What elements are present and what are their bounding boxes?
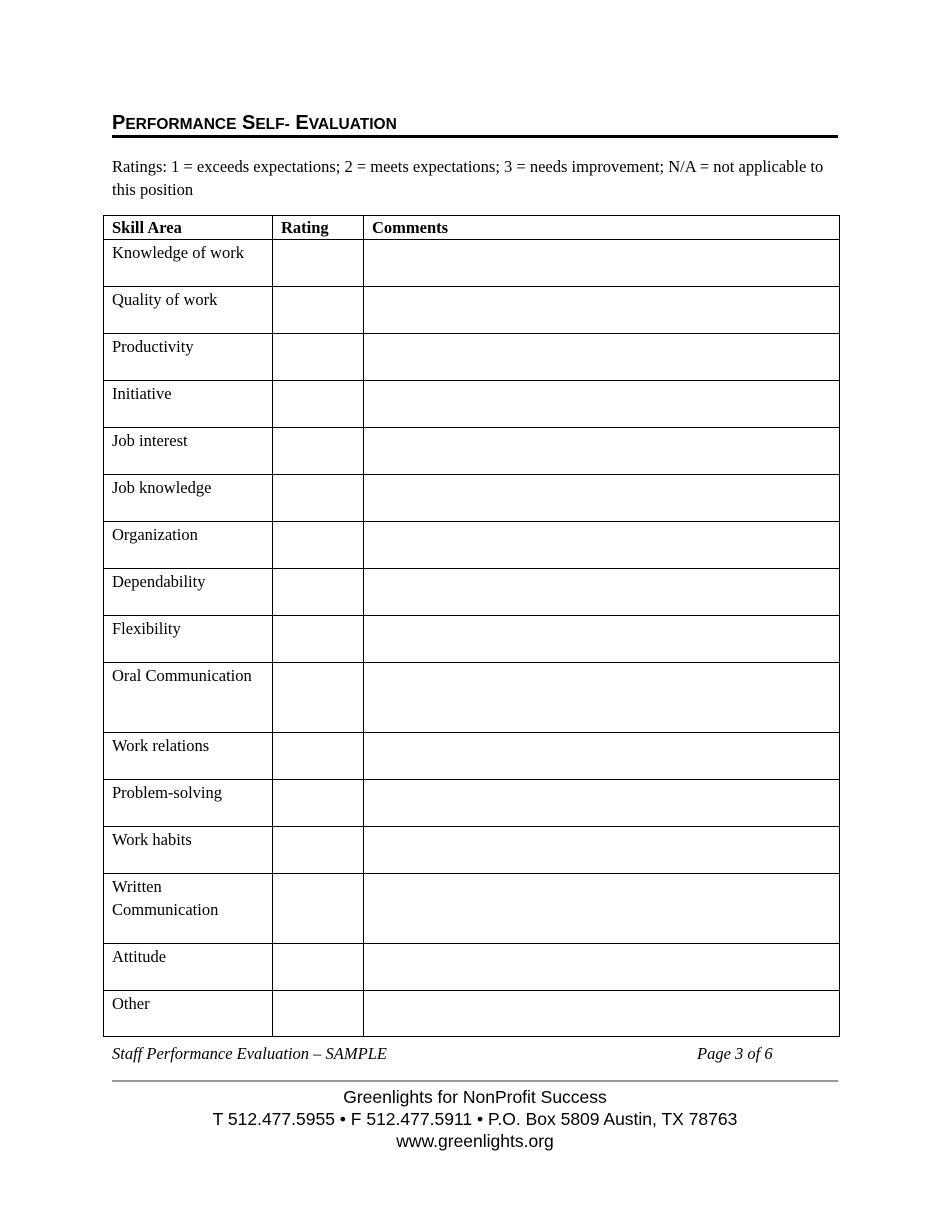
table-row [104,522,840,569]
title-word-2-rest: ELF- [255,116,290,133]
table-row [104,780,840,827]
rating-input-cell[interactable] [273,663,364,733]
org-name: Greenlights for NonProfit Success [343,1087,607,1107]
comments-input-cell[interactable] [364,334,840,381]
skill-area-cell: Initiative [104,381,273,428]
title-word-1-initial: P [112,112,126,134]
comments-input-cell[interactable] [364,475,840,522]
rating-input-cell[interactable] [273,991,364,1037]
comments-input-cell[interactable] [364,240,840,287]
title-word-3-rest: VALUATION [308,116,397,133]
footer-page-number: Page 3 of 6 [697,1044,773,1063]
comments-input-cell[interactable] [364,381,840,428]
table-row [104,240,840,287]
table-row [104,569,840,616]
skill-area-cell: Attitude [104,944,273,991]
table-row [104,944,840,991]
table-row [104,663,840,733]
header-rating: Rating [273,216,364,240]
table-header-row [104,216,840,240]
table-row [104,733,840,780]
comments-input-cell[interactable] [364,733,840,780]
skill-area-cell: Flexibility [104,616,273,663]
page-title [112,112,838,138]
comments-input-cell[interactable] [364,991,840,1037]
rating-input-cell[interactable] [273,522,364,569]
comments-input-cell[interactable] [364,944,840,991]
skill-area-cell: Work relations [104,733,273,780]
skill-area-cell: Job interest [104,428,273,475]
footer-divider [112,1080,838,1082]
rating-input-cell[interactable] [273,616,364,663]
skill-area-cell: Job knowledge [104,475,273,522]
rating-input-cell[interactable] [273,240,364,287]
skill-area-cell: Quality of work [104,287,273,334]
comments-input-cell[interactable] [364,616,840,663]
skill-area-cell: Oral Communication [104,663,273,733]
skill-area-cell: Organization [104,522,273,569]
evaluation-table [103,215,840,1037]
rating-input-cell[interactable] [273,733,364,780]
title-word-1-rest: ERFORMANCE [125,116,237,133]
comments-input-cell[interactable] [364,287,840,334]
rating-input-cell[interactable] [273,475,364,522]
rating-input-cell[interactable] [273,780,364,827]
rating-input-cell[interactable] [273,334,364,381]
title-word-3-initial: E [295,112,309,134]
skill-area-cell: Work habits [104,827,273,874]
table-row [104,616,840,663]
rating-input-cell[interactable] [273,827,364,874]
comments-input-cell[interactable] [364,780,840,827]
header-comments: Comments [364,216,840,240]
footer-document-name: Staff Performance Evaluation – SAMPLE [112,1044,387,1063]
rating-input-cell[interactable] [273,287,364,334]
org-website: www.greenlights.org [396,1131,554,1151]
org-contact: T 512.477.5955 • F 512.477.5911 • P.O. Box 5809 Austin, TX 78763 [212,1109,738,1129]
ratings-legend: Ratings: 1 = exceeds expectations; 2 = meets expectations; 3 = needs improvement; N/A = not applicable to this position [112,157,824,199]
rating-input-cell[interactable] [273,944,364,991]
table-row [104,874,840,944]
skill-area-cell: Knowledge of work [104,240,273,287]
table-row [104,381,840,428]
table-row [104,991,840,1037]
table-row [104,827,840,874]
comments-input-cell[interactable] [364,522,840,569]
table-row [104,287,840,334]
comments-input-cell[interactable] [364,827,840,874]
rating-input-cell[interactable] [273,428,364,475]
rating-input-cell[interactable] [273,569,364,616]
table-row [104,428,840,475]
skill-area-cell: Written Communication [104,874,273,944]
header-skill-area: Skill Area [104,216,273,240]
rating-input-cell[interactable] [273,381,364,428]
comments-input-cell[interactable] [364,874,840,944]
comments-input-cell[interactable] [364,569,840,616]
title-word-2-initial: S [242,112,256,134]
skill-area-cell: Dependability [104,569,273,616]
table-row [104,334,840,381]
table-row [104,475,840,522]
rating-input-cell[interactable] [273,874,364,944]
comments-input-cell[interactable] [364,663,840,733]
skill-area-cell: Other [104,991,273,1037]
skill-area-cell: Productivity [104,334,273,381]
skill-area-cell: Problem-solving [104,780,273,827]
comments-input-cell[interactable] [364,428,840,475]
